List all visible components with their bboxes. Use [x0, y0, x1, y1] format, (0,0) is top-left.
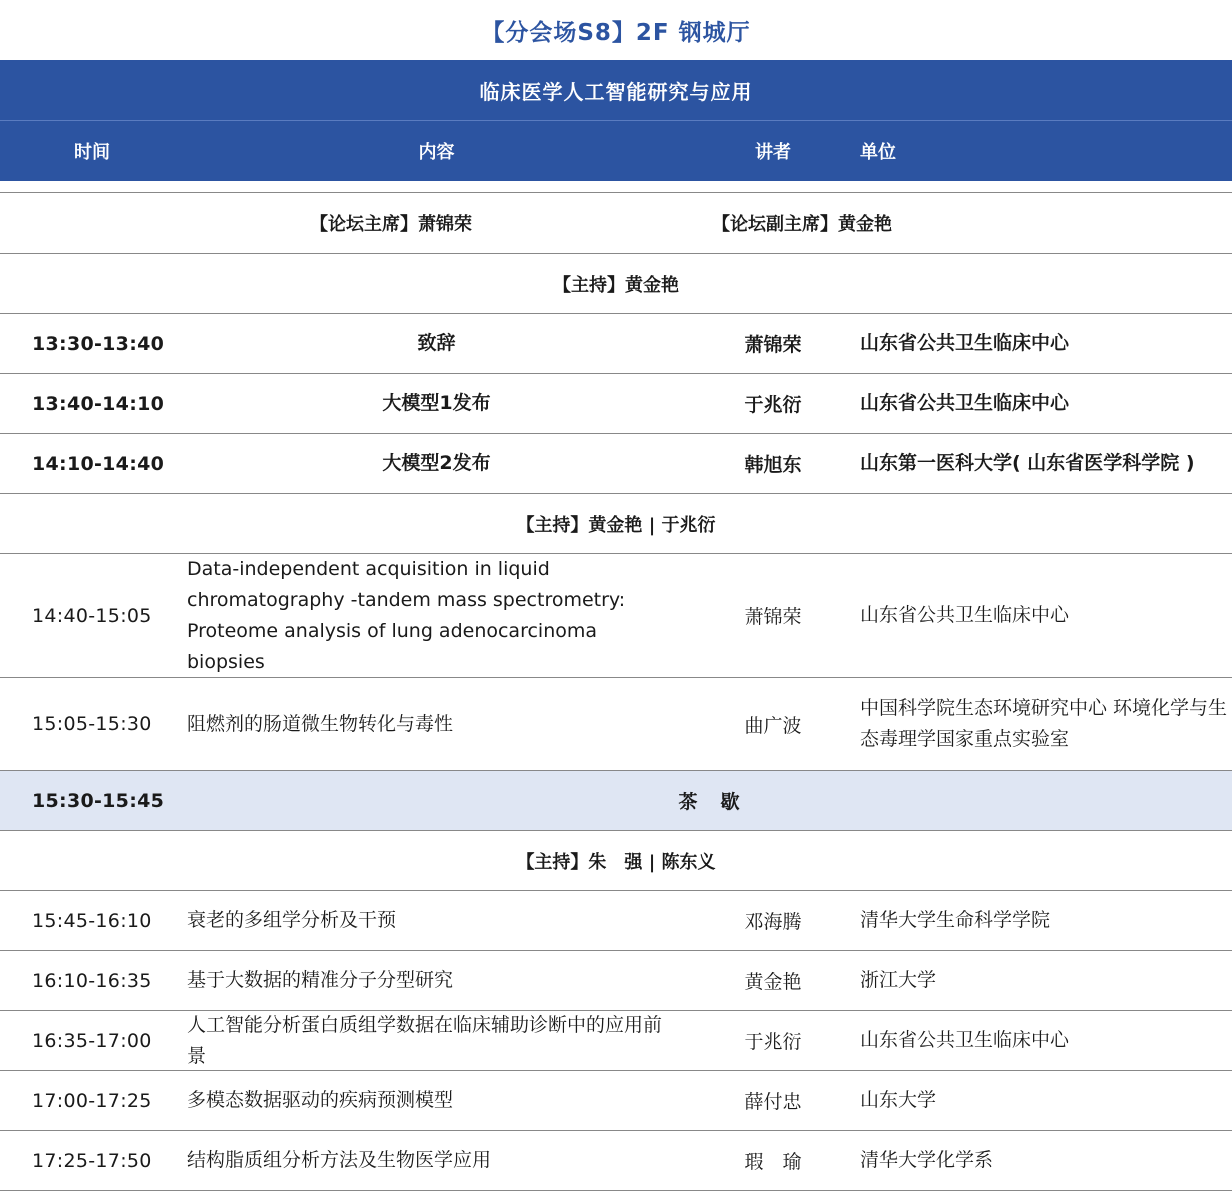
row-content: 人工智能分析蛋白质组学数据在临床辅助诊断中的应用前景 [187, 1013, 663, 1067]
row-speaker: 萧锦荣 [744, 334, 802, 356]
row-speaker: 薛付忠 [744, 1091, 802, 1113]
host-label: 【主持】朱 强 | 陈东义 [516, 851, 716, 873]
break-time: 15:30-15:45 [32, 789, 165, 812]
table-row [0, 951, 1232, 1011]
host-row [0, 254, 1232, 314]
row-unit: 山东省公共卫生临床中心 [860, 1029, 1070, 1051]
row-content: 多模态数据驱动的疾病预测模型 [187, 1089, 454, 1111]
host-label: 【主持】黄金艳 [553, 274, 679, 296]
row-unit: 山东省公共卫生临床中心 [860, 392, 1070, 414]
row-content: 阻燃剂的肠道微生物转化与毒性 [187, 712, 454, 735]
header-time: 时间 [74, 142, 110, 163]
row-unit: 山东省公共卫生临床中心 [860, 604, 1070, 626]
break-label: 茶 歇 [678, 791, 742, 813]
host-row [0, 831, 1232, 891]
table-row [0, 434, 1232, 494]
row-content: 大模型2发布 [382, 452, 491, 474]
row-unit: 浙江大学 [860, 969, 937, 991]
row-unit: 山东省公共卫生临床中心 [860, 332, 1070, 354]
table-row [0, 891, 1232, 951]
row-unit: 山东大学 [860, 1089, 937, 1111]
header-unit: 单位 [860, 142, 896, 163]
row-time: 15:05-15:30 [32, 713, 152, 735]
forum-title: 临床医学人工智能研究与应用 [0, 60, 1232, 121]
row-speaker: 曲广波 [744, 714, 802, 737]
forum-chair: 【论坛主席】萧锦荣 [310, 214, 472, 235]
table-row [0, 1011, 1232, 1071]
table-row [0, 314, 1232, 374]
row-time: 16:10-16:35 [32, 969, 152, 992]
row-time: 13:30-13:40 [32, 332, 165, 355]
header-content: 内容 [418, 142, 455, 163]
table-row [0, 374, 1232, 434]
row-time: 14:40-15:05 [32, 604, 152, 627]
row-unit: 清华大学化学系 [860, 1149, 994, 1171]
row-content: 致辞 [417, 332, 456, 354]
table-row [0, 1071, 1232, 1131]
row-unit: 中国科学院生态环境研究中心 环境化学与生态毒理学国家重点实验室 [860, 697, 1228, 750]
row-content: 结构脂质组分析方法及生物医学应用 [187, 1149, 492, 1171]
row-speaker: 瑕 瑜 [744, 1151, 802, 1173]
chairs-row [0, 192, 1232, 254]
forum-vice-chair: 【论坛副主席】黄金艳 [712, 214, 892, 235]
row-unit: 山东第一医科大学( 山东省医学科学院 ) [860, 452, 1195, 474]
table-row [0, 678, 1232, 771]
table-row [0, 554, 1232, 678]
row-time: 16:35-17:00 [32, 1029, 152, 1052]
host-label: 【主持】黄金艳 | 于兆衍 [516, 514, 716, 536]
row-time: 15:45-16:10 [32, 909, 152, 932]
break-row [0, 771, 1232, 831]
row-speaker: 邓海腾 [744, 911, 802, 933]
host-row [0, 494, 1232, 554]
row-time: 17:25-17:50 [32, 1149, 152, 1172]
schedule-banner [0, 60, 1232, 181]
row-content: 基于大数据的精准分子分型研究 [187, 969, 454, 991]
row-content: 衰老的多组学分析及干预 [187, 909, 397, 931]
row-speaker: 黄金艳 [744, 971, 802, 993]
row-speaker: 于兆衍 [744, 394, 802, 416]
row-unit: 清华大学生命科学学院 [860, 909, 1051, 931]
table-row [0, 1131, 1232, 1191]
page-title: 【分会场S8】2F 钢城厅 [481, 19, 751, 46]
row-speaker: 韩旭东 [744, 454, 802, 476]
row-content: 大模型1发布 [382, 392, 491, 414]
row-time: 13:40-14:10 [32, 392, 165, 415]
row-time: 14:10-14:40 [32, 452, 165, 475]
row-time: 17:00-17:25 [32, 1089, 152, 1112]
row-speaker: 萧锦荣 [744, 606, 802, 628]
row-speaker: 于兆衍 [744, 1031, 802, 1053]
row-content: Data-independent acquisition in liquid chromatography -tandem mass spectrometry: Proteome analysis of lung adenocarcinoma biopsies [187, 557, 626, 673]
header-speaker: 讲者 [755, 142, 791, 163]
